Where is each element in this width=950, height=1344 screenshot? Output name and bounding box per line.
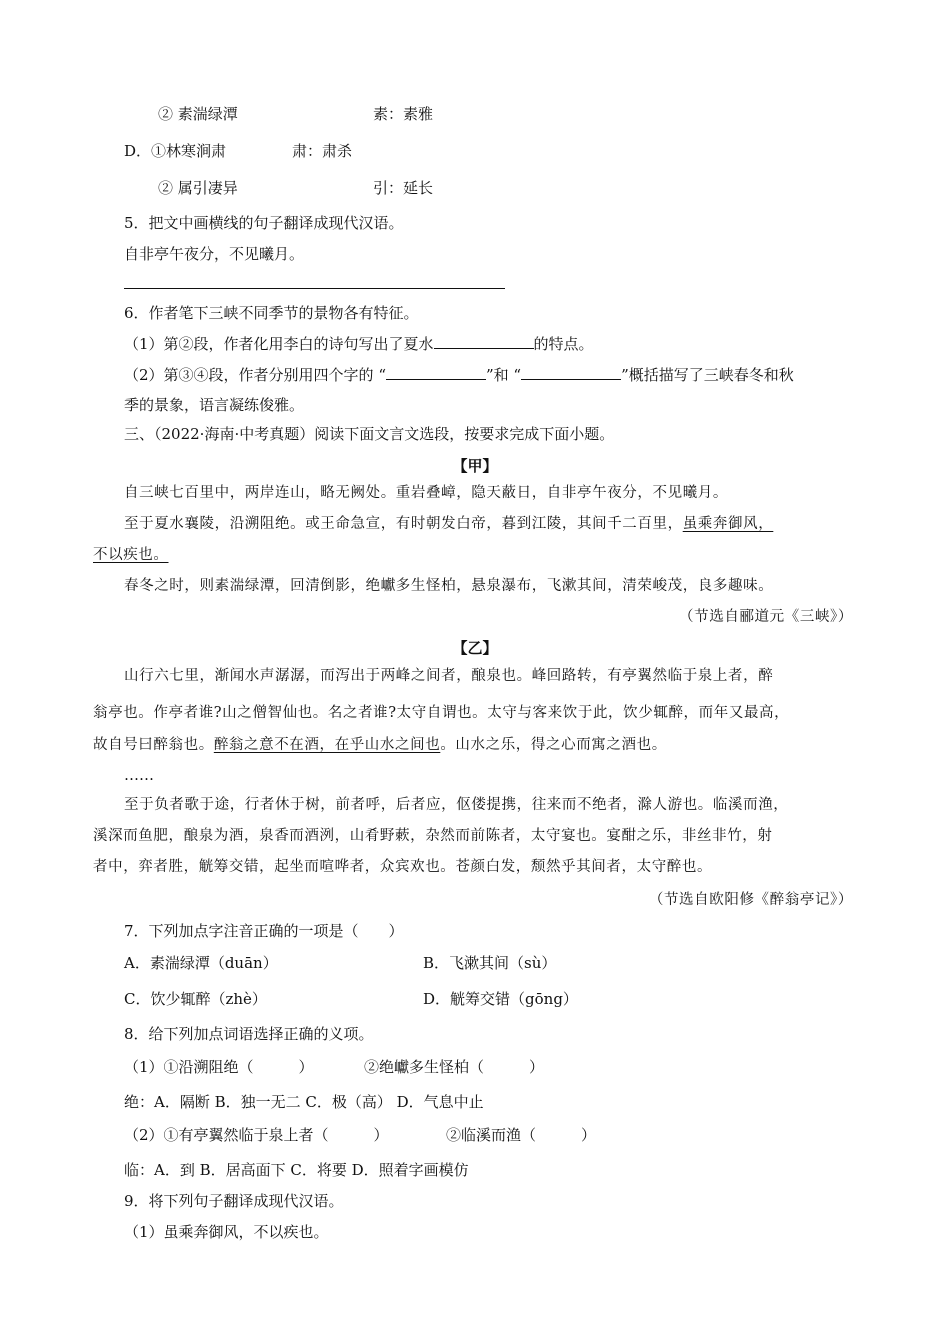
passage-jia-source: （节选自郦道元《三峡》） [679, 609, 853, 625]
question-9-part1: （1）虽乘奔御风，不以疾也。 [124, 1223, 329, 1241]
question-5-title: 5．把文中画横线的句子翻译成现代汉语。 [124, 214, 404, 232]
question-7-option-a[interactable]: A．素湍绿潭（duān） [124, 954, 278, 972]
option-c2-text: ② 素湍绿潭 [158, 105, 238, 123]
passage-yi-line3-text: 故自号曰醉翁也。 [93, 737, 214, 753]
question-9-title: 9．将下列句子翻译成现代汉语。 [124, 1192, 344, 1210]
question-6-title: 6．作者笔下三峡不同季节的景物各有特征。 [124, 304, 419, 322]
option-c2-meaning: 素：素雅 [373, 105, 434, 123]
question-8-part2-b: ②临溪而渔（ ） [446, 1126, 597, 1144]
question-6-part1-tail: 的特点。 [533, 335, 594, 353]
answer-blank[interactable] [434, 334, 534, 349]
answer-blank[interactable] [521, 365, 621, 380]
answer-blank[interactable] [386, 365, 486, 380]
question-8-lin-meanings: 临：A．到 B．居高面下 C．将要 D．照着字画模仿 [124, 1161, 469, 1179]
question-6-part1-text: （1）第②段，作者化用李白的诗句写出了夏水 [124, 335, 434, 353]
passage-jia-label: 【甲】 [452, 457, 498, 475]
question-6-part1 [124, 334, 594, 354]
passage-jia-line1: 自三峡七百里中，两岸连山，略无阙处。重岩叠嶂，隐天蔽日，自非亭午夜分，不见曦月。 [124, 485, 728, 501]
question-8-title: 8．给下列加点词语选择正确的义项。 [124, 1025, 374, 1043]
question-6-part2-mid: ”和 “ [485, 366, 522, 384]
passage-yi-label: 【乙】 [452, 639, 498, 657]
question-6-part2-cont: 季的景象，语言凝练俊雅。 [124, 396, 305, 414]
passage-yi-line2: 翁亭也。作亭者谁?山之僧智仙也。名之者谁?太守自谓也。太守与客来饮于此，饮少辄醉，而年又最高， [93, 705, 790, 721]
question-6-part2-text: （2）第③④段，作者分别用四个字的 “ [124, 366, 386, 384]
passage-jia-line3 [93, 545, 169, 565]
question-8-part1: （1）①沿溯阻绝（ ） [124, 1058, 314, 1076]
option-d1-meaning: 肃：肃杀 [292, 142, 353, 160]
question-6-part2-tail: ”概括描写了三峡春冬和秋 [621, 366, 794, 384]
option-d2-meaning: 引：延长 [373, 179, 434, 197]
section-3-heading: 三、（2022·海南·中考真题）阅读下面文言文选段，按要求完成下面小题。 [124, 425, 615, 443]
passage-yi-line3 [93, 735, 667, 755]
passage-yi-line5: 溪深而鱼肥，酿泉为酒，泉香而酒洌，山肴野蔌，杂然而前陈者，太守宴也。宴酣之乐，非丝非竹，射 [93, 828, 773, 844]
passage-yi-line4: 至于负者歌于途，行者休于树，前者呼，后者应，伛偻提携，往来而不绝者，滁人游也。临溪而渔， [124, 797, 789, 813]
option-d2: ② 属引凄异 [158, 179, 238, 197]
question-7-option-c[interactable]: C．饮少辄醉（zhè） [124, 990, 267, 1008]
passage-yi-source: （节选自欧阳修《醉翁亭记》） [648, 892, 853, 908]
option-d1: D．①林寒涧肃 [124, 142, 227, 160]
question-7-option-b[interactable]: B．飞漱其间（sù） [423, 954, 557, 972]
passage-yi-line1: 山行六七里，渐闻水声潺潺，而泻出于两峰之间者，酿泉也。峰回路转，有亭翼然临于泉上者，醉 [124, 668, 774, 684]
option-c2 [158, 104, 238, 124]
passage-jia-line4: 春冬之时，则素湍绿潭，回清倒影，绝巘多生怪柏，悬泉瀑布，飞漱其间，清荣峻茂，良多趣味。 [124, 578, 774, 594]
underlined-sentence: 虽乘奔御风， [682, 516, 774, 532]
answer-line[interactable] [124, 288, 505, 289]
question-7-title: 7．下列加点字注音正确的一项是（ ） [124, 922, 404, 940]
question-8-part1-b: ②绝巘多生怪柏（ ） [364, 1058, 545, 1076]
passage-jia-line2 [124, 514, 773, 534]
question-8-part2: （2）①有亭翼然临于泉上者（ ） [124, 1126, 389, 1144]
underlined-sentence: 不以疾也。 [93, 547, 169, 563]
passage-yi-line6: 者中，弈者胜，觥筹交错，起坐而喧哗者，众宾欢也。苍颜白发，颓然乎其间者，太守醉也。 [93, 859, 713, 875]
passage-yi-line3-tail: 。山水之乐，得之心而寓之酒也。 [440, 737, 667, 753]
question-7-option-d[interactable]: D．觥筹交错（gōng） [423, 990, 578, 1008]
passage-yi-ellipsis: …… [124, 766, 154, 784]
question-6-part2 [124, 365, 794, 385]
question-5-sentence: 自非亭午夜分，不见曦月。 [124, 245, 305, 263]
underlined-sentence: 醉翁之意不在酒，在乎山水之间也 [213, 737, 441, 753]
question-8-jue-meanings: 绝：A．隔断 B．独一无二 C．极（高） D．气息中止 [124, 1093, 484, 1111]
passage-jia-line2-text: 至于夏水襄陵，沿溯阻绝。或王命急宣，有时朝发白帝，暮到江陵，其间千二百里， [124, 516, 683, 532]
